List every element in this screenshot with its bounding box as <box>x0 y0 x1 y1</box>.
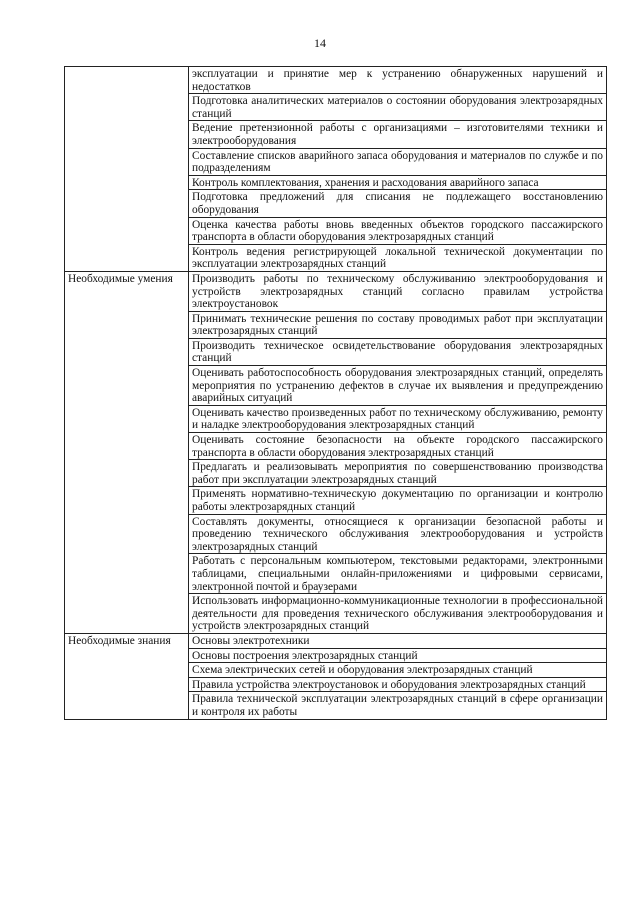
list-item: Оценка качества работы вновь введенных объектов городского пассажирского транспорта в области оборудования электрозарядных станций <box>189 217 607 244</box>
list-item: Подготовка аналитических материалов о состоянии оборудования электрозарядных станций <box>189 94 607 121</box>
list-item: Производить техническое освидетельствование оборудования электрозарядных станций <box>189 338 607 365</box>
list-item: Подготовка предложений для списания не подлежащего восстановлению оборудования <box>189 190 607 217</box>
list-item: Составлять документы, относящиеся к организации безопасной работы и проведению технического обслуживания электрооборудования и устройств электрозарядных станций <box>189 514 607 554</box>
table-row <box>65 633 607 648</box>
list-item: Правила технической эксплуатации электрозарядных станций в сфере организации и контроля их работы <box>189 692 607 719</box>
page-number: 14 <box>314 36 326 50</box>
list-item: Производить работы по техническому обслуживанию электрооборудования и устройств электрозарядных станций согласно правилам устройства электроустановок <box>189 271 607 311</box>
list-item: Основы построения электрозарядных станций <box>189 648 607 663</box>
list-item: Составление списков аварийного запаса оборудования и материалов по службе и по подразделениям <box>189 148 607 175</box>
list-item: Использовать информационно-коммуникационные технологии в профессиональной деятельности для проведения технического обслуживания электрооборудования и устройств электрозарядных станций <box>189 594 607 634</box>
section-label <box>65 67 189 272</box>
list-item: Контроль ведения регистрирующей локальной технической документации по эксплуатации электрозарядных станций <box>189 244 607 271</box>
table-row <box>65 67 607 94</box>
list-item: Правила устройства электроустановок и оборудования электрозарядных станций <box>189 677 607 692</box>
list-item: Ведение претензионной работы с организациями – изготовителями техники и электрооборудования <box>189 121 607 148</box>
list-item: Применять нормативно-техническую документацию по организации и контролю работы электрозарядных станций <box>189 487 607 514</box>
section-label-knowledge: Необходимые знания <box>65 633 189 719</box>
list-item: Контроль комплектования, хранения и расходования аварийного запаса <box>189 175 607 190</box>
list-item: Оценивать состояние безопасности на объекте городского пассажирского транспорта в области оборудования электрозарядных станций <box>189 433 607 460</box>
list-item: Работать с персональным компьютером, текстовыми редакторами, электронными таблицами, специальными онлайн-приложениями и цифровыми сервисами, электронной почтой и браузерами <box>189 554 607 594</box>
table-row <box>65 271 607 311</box>
section-label-skills: Необходимые умения <box>65 271 189 633</box>
list-item: эксплуатации и принятие мер к устранению обнаруженных нарушений и недостатков <box>189 67 607 94</box>
list-item: Оценивать работоспособность оборудования электрозарядных станций, определять мероприятия по устранению дефектов в случае их выявления и предупреждению аварийных ситуаций <box>189 366 607 406</box>
requirements-table <box>64 66 607 720</box>
list-item: Схема электрических сетей и оборудования электрозарядных станций <box>189 663 607 678</box>
list-item: Предлагать и реализовывать мероприятия по совершенствованию производства работ при эксплуатации электрозарядных станций <box>189 460 607 487</box>
list-item: Основы электротехники <box>189 633 607 648</box>
list-item: Принимать технические решения по составу проводимых работ при эксплуатации электрозарядных станций <box>189 311 607 338</box>
list-item: Оценивать качество произведенных работ по техническому обслуживанию, ремонту и наладке электрооборудования электрозарядных станций <box>189 405 607 432</box>
